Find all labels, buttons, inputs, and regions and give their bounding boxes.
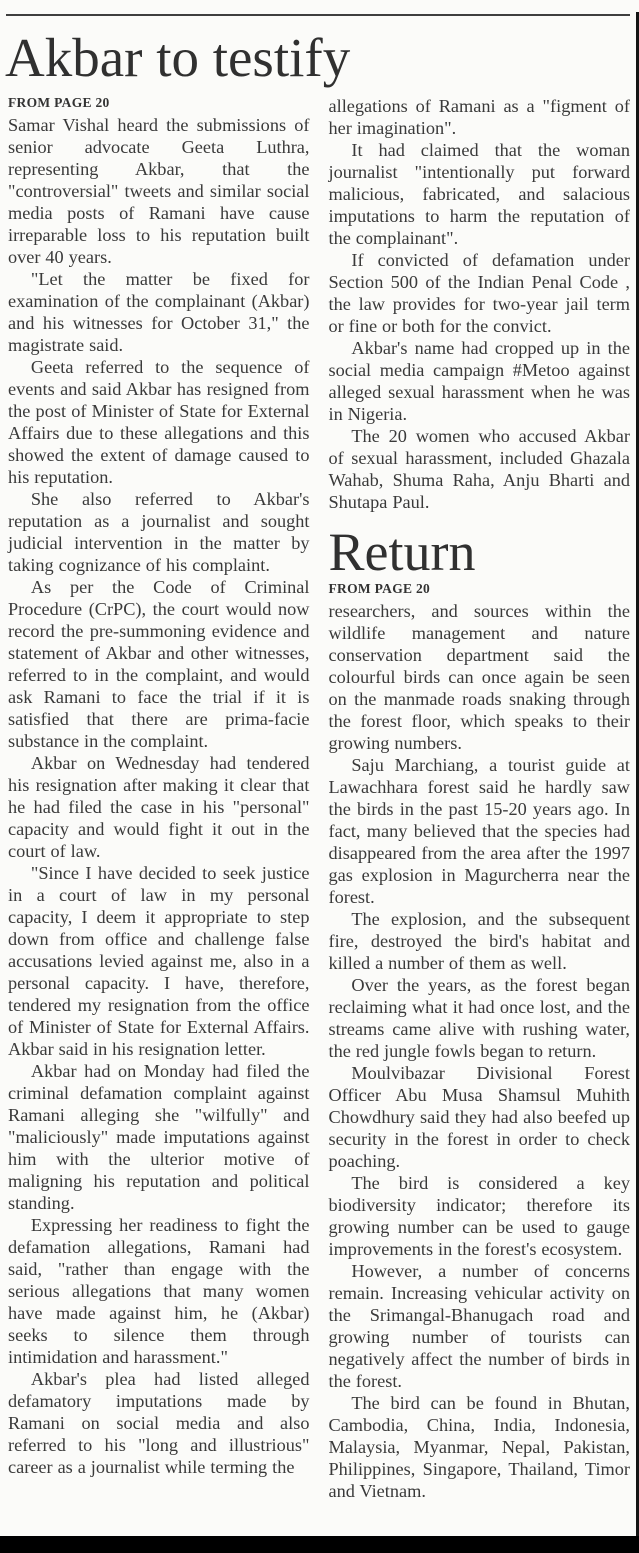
kicker-from-page-20-return: FROM PAGE 20 [328, 581, 431, 596]
paragraph: Geeta referred to the sequence of events and said Akbar has resigned from the post of Minister of State for External Affairs due to these allegations and this showed the extent of damage caused to his reputation. [8, 357, 310, 487]
paragraph: Akbar's name had cropped up in the social media campaign #Metoo against alleged sexual harassment when he was in Nigeria. [328, 338, 630, 424]
column-left [8, 95, 310, 1502]
paragraph: Moulvibazar Divisional Forest Officer Abu Musa Shamsul Muhith Chowdhury said they had also beefed up security in the forest in order to check poaching. [328, 1063, 630, 1171]
akbar-article-body-right [329, 95, 631, 513]
headline-return: Return [328, 522, 476, 582]
top-rule [6, 14, 630, 16]
paragraph: Akbar on Wednesday had tendered his resignation after making it clear that he had filed the case in his "personal" capacity and would fight it out in the court of law. [8, 753, 310, 861]
paragraph: As per the Code of Criminal Procedure (CrPC), the court would now record the pre-summoning evidence and statement of Akbar and other witnesses, referred to in the complaint, and would ask Ramani to face the trial if it is satisfied that there are prima-facie substance in the complaint. [8, 577, 310, 751]
return-article-body [329, 600, 631, 1502]
paragraph: It had claimed that the woman journalist "intentionally put forward malicious, fabricated, and salacious imputations to harm the reputation of the complainant". [328, 140, 630, 248]
paragraph: If convicted of defamation under Section 500 of the Indian Penal Code , the law provides for two-year jail term or fine or both for the convict. [328, 250, 630, 336]
column-container [8, 95, 630, 1502]
paragraph: Over the years, as the forest began reclaiming what it had once lost, and the streams came alive with rushing water, the red jungle fowls began to return. [328, 975, 630, 1061]
paragraph: "Since I have decided to seek justice in a court of law in my personal capacity, I deem it appropriate to step down from office and challenge false accusations levied against me, also in a personal capacity. I have, therefore, tendered my resignation from the office of Minister of State for External Affairs. Akbar said in his resignation letter. [8, 863, 310, 1059]
paragraph: However, a number of concerns remain. Increasing vehicular activity on the Srimangal-Bhanugach road and growing number of tourists can negatively affect the number of birds in the forest. [328, 1261, 630, 1391]
paragraph: allegations of Ramani as a "figment of her imagination". [328, 96, 630, 138]
kicker-from-page-20-akbar: FROM PAGE 20 [8, 95, 110, 110]
paragraph: researchers, and sources within the wildlife management and nature conservation department said the colourful birds can once again be seen on the manmade roads snaking through the forest floor, which speaks to their growing numbers. [328, 601, 630, 753]
paragraph: The explosion, and the subsequent fire, destroyed the bird's habitat and killed a number of them as well. [328, 909, 630, 973]
paragraph: She also referred to Akbar's reputation as a journalist and sought judicial intervention in the matter by taking cognizance of his complaint. [8, 489, 310, 575]
bottom-bar [0, 1536, 639, 1553]
paragraph: Samar Vishal heard the submissions of senior advocate Geeta Luthra, representing Akbar, that the "controversial" tweets and similar social media posts of Ramani have cause irreparable loss to his reputation built over 40 years. [8, 115, 310, 267]
akbar-article-body-left [8, 114, 310, 1478]
paragraph: The bird can be found in Bhutan, Cambodia, China, India, Indonesia, Malaysia, Myanmar, Nepal, Pakistan, Philippines, Singapore, Thailand, Timor and Vietnam. [328, 1393, 630, 1501]
paragraph: "Let the matter be fixed for examination of the complainant (Akbar) and his witnesses for October 31," the magistrate said. [8, 269, 310, 355]
paragraph: Saju Marchiang, a tourist guide at Lawachhara forest said he hardly saw the birds in the past 15-20 years ago. In fact, many believed that the species had disappeared from the area after the 1997 gas explosion in Magurcherra near the forest. [328, 755, 630, 907]
headline-akbar-to-testify: Akbar to testify [5, 27, 351, 88]
paragraph: Expressing her readiness to fight the defamation allegations, Ramani had said, "rather than engage with the serious allegations that many women have made against him, he (Akbar) seeks to silence them through intimidation and harassment." [8, 1215, 310, 1367]
paragraph: The 20 women who accused Akbar of sexual harassment, included Ghazala Wahab, Shuma Raha, Anju Bharti and Shutapa Paul. [328, 426, 630, 512]
paragraph: Akbar had on Monday had filed the criminal defamation complaint against Ramani alleging she "wilfully" and "maliciously" made imputations against him with the ulterior motive of maligning his reputation and political standing. [8, 1061, 310, 1213]
paragraph: Akbar's plea had listed alleged defamatory imputations made by Ramani on social media and also referred to his "long and illustrious" career as a journalist while terming the [8, 1369, 310, 1477]
paragraph: The bird is considered a key biodiversity indicator; therefore its growing number can be used to gauge improvements in the forest's ecosystem. [328, 1173, 630, 1259]
column-right [329, 95, 631, 1502]
